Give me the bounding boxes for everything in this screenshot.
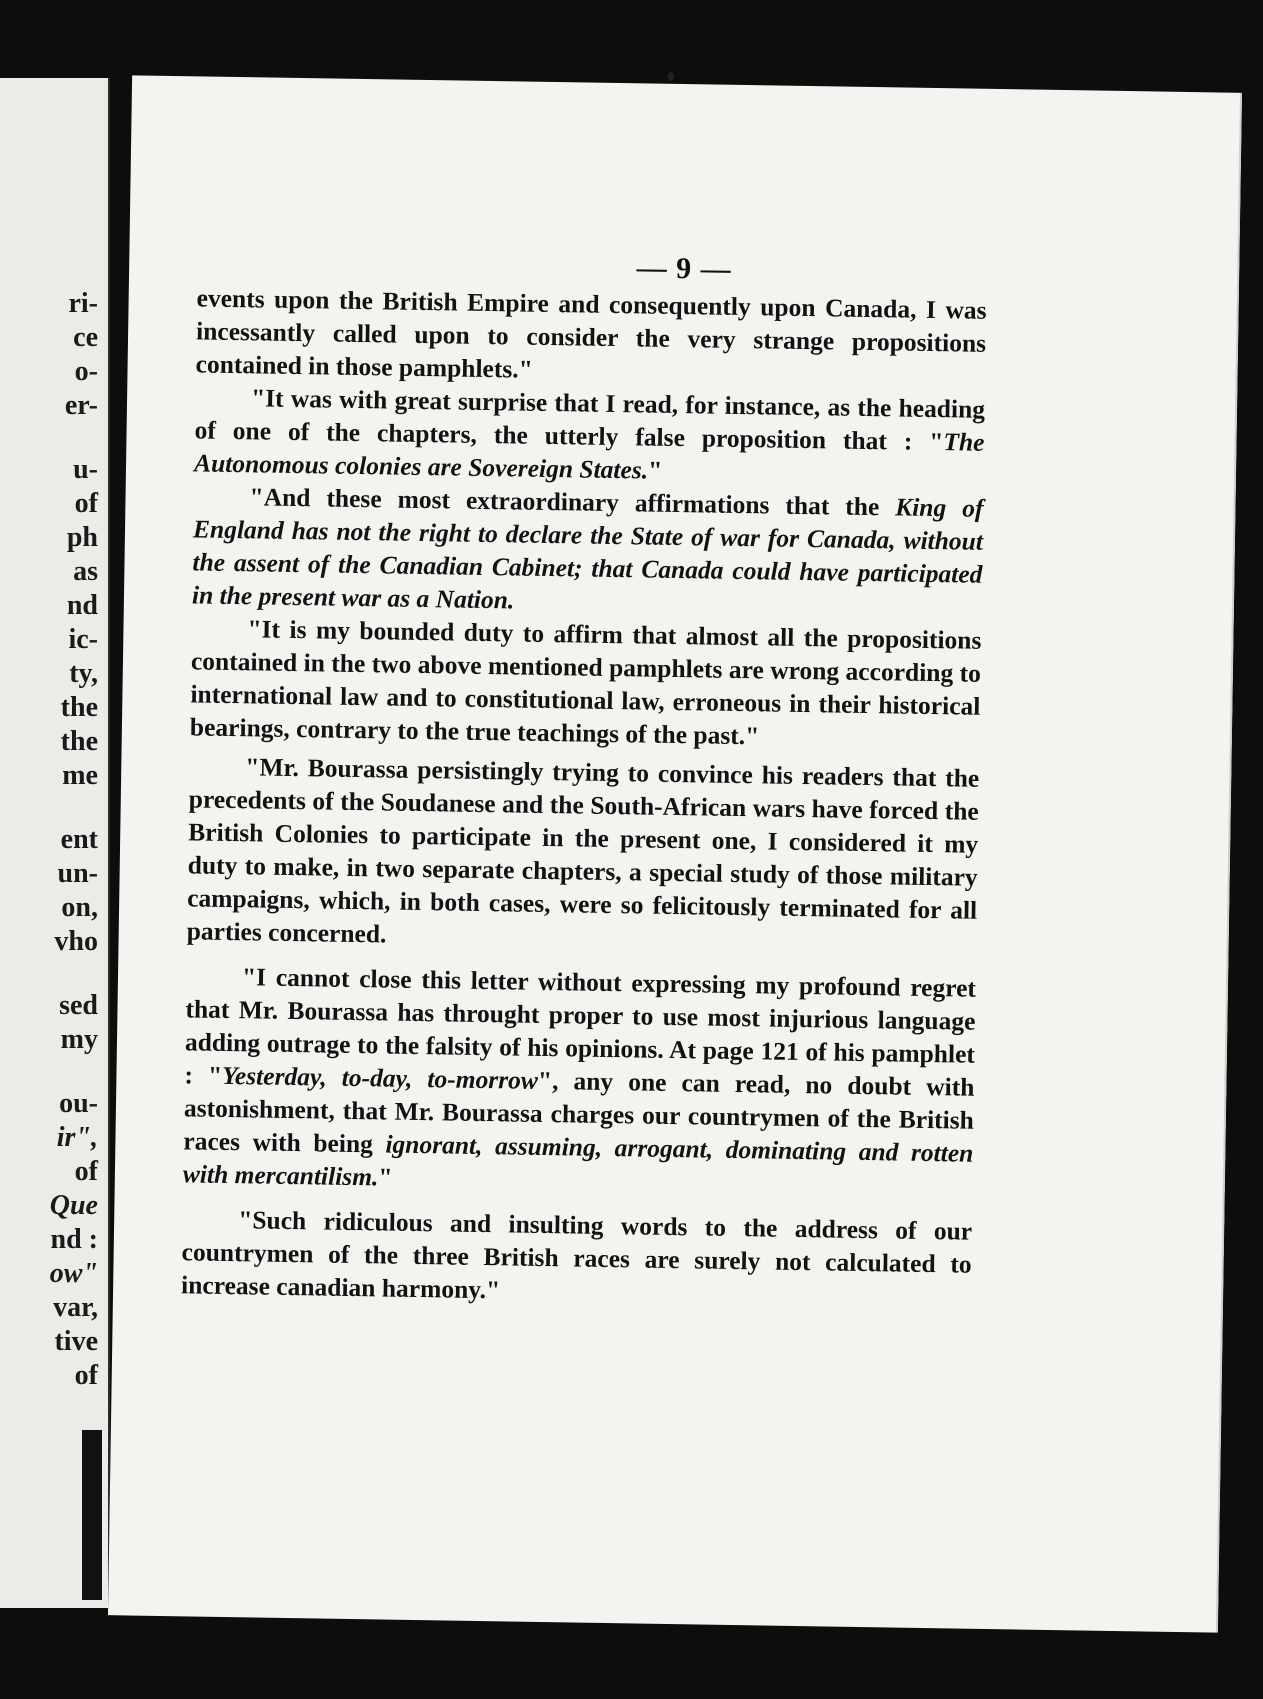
paragraph-continuation — [195, 281, 986, 392]
left-page-fragment: er- — [64, 390, 98, 421]
left-page-fragment: ow" — [49, 1258, 98, 1289]
left-page-fragment: sed — [59, 990, 98, 1021]
left-page-fragment: var, — [53, 1292, 98, 1323]
left-page-fragment: of — [74, 488, 98, 519]
left-page-fragment: ph — [66, 522, 98, 553]
left-page-fragment: nd : — [50, 1224, 98, 1255]
text-run: "Such ridiculous and insulting words to the address of our countrymen of the three British races are surely not calculated to increase canadian harmony." — [180, 1205, 973, 1305]
italic-run: Yesterday, to-day, to-morrow — [221, 1060, 539, 1095]
left-page-fragment: ou- — [59, 1088, 98, 1119]
paragraph-affirmations — [192, 479, 984, 623]
left-page-fragment: ic- — [68, 624, 98, 655]
left-page-fragment: on, — [61, 892, 98, 923]
left-facing-page — [0, 78, 110, 1608]
italic-run: King of England has not the right to declare the State of war for Canada, without the assent of the Canadian Cabinet; that Canada could have participated in the present war as a Nation. — [191, 492, 984, 615]
left-page-fragment: my — [60, 1024, 98, 1055]
scan-speck — [668, 72, 674, 81]
paragraph-regret — [183, 959, 977, 1202]
left-page-fragment: tive — [54, 1326, 98, 1357]
paragraph-bourassa-precedents — [186, 749, 979, 959]
text-run: " — [647, 455, 663, 485]
left-page-fragment: the — [60, 692, 98, 723]
left-page-fragment: ce — [73, 322, 98, 353]
left-page-fragment: as — [73, 556, 98, 587]
left-page-fragment: of — [74, 1156, 98, 1187]
left-page-fragment: ir", — [56, 1122, 98, 1153]
left-page-fragment: of — [74, 1360, 98, 1391]
text-run: "Mr. Bourassa persistingly trying to convince his readers that the precedents of the Soudanese and the South-African wars have forced the British Colonies to participate in the present one, I considered it my duty to make, in two separate chapters, a special study of those military campaigns, which, in both cases, were so felicitously terminated for all parties concerned. — [186, 752, 980, 949]
left-page-fragment: o- — [74, 356, 98, 387]
page-gutter — [82, 1430, 102, 1600]
left-page-fragment: u- — [73, 454, 98, 485]
left-page-fragment: un- — [57, 858, 98, 889]
left-page-fragment: vho — [54, 926, 98, 957]
text-run: " — [378, 1162, 393, 1192]
page-number: — 9 — — [636, 251, 732, 286]
text-run: "It is my bounded duty to affirm that almost all the propositions contained in the two above mentioned pamphlets are wrong according to international law and to constitutional law, erroneous in their historical bearings, contrary to the true teachings of the past." — [189, 614, 982, 751]
paragraph-duty — [190, 611, 982, 755]
left-page-fragment: the — [60, 726, 98, 757]
left-page-fragment: ty, — [69, 658, 98, 689]
italic-run: ignorant, assuming, arrogant, dominating and rotten with mercantilism. — [182, 1129, 974, 1192]
left-page-fragment: nd — [66, 590, 98, 621]
text-run: "And these most extraordinary affirmations that the — [249, 482, 896, 522]
left-page-fragment: ent — [60, 824, 98, 855]
left-page-fragment: Que — [49, 1190, 98, 1221]
text-run: ", any one can read, no doubt with astonishment, that Mr. Bourassa charges our countrymen of the British races with being — [183, 1065, 975, 1159]
paragraph-surprise — [194, 380, 985, 491]
body-text — [181, 281, 987, 1313]
left-page-fragment: me — [62, 760, 98, 791]
paragraph-harmony — [181, 1202, 972, 1313]
text-run: "It was with great surprise that I read, for instance, as the heading of one of the chapters, the utterly false proposition that : " — [194, 383, 986, 457]
book-page — [108, 75, 1242, 1632]
text-run: events upon the British Empire and consequently upon Canada, I was incessantly called upon to consider the very strange propositions contained in those pamphlets." — [195, 283, 987, 384]
italic-run: The Autonomous colonies are Sovereign States. — [193, 427, 985, 485]
text-run: "I cannot close this letter without expressing my profound regret that Mr. Bourassa has throught proper to use most injurious language adding outrage to the falsity of his opinions. At page 121 of his pamphlet : " — [184, 962, 977, 1090]
left-page-fragment: ri- — [68, 288, 98, 319]
